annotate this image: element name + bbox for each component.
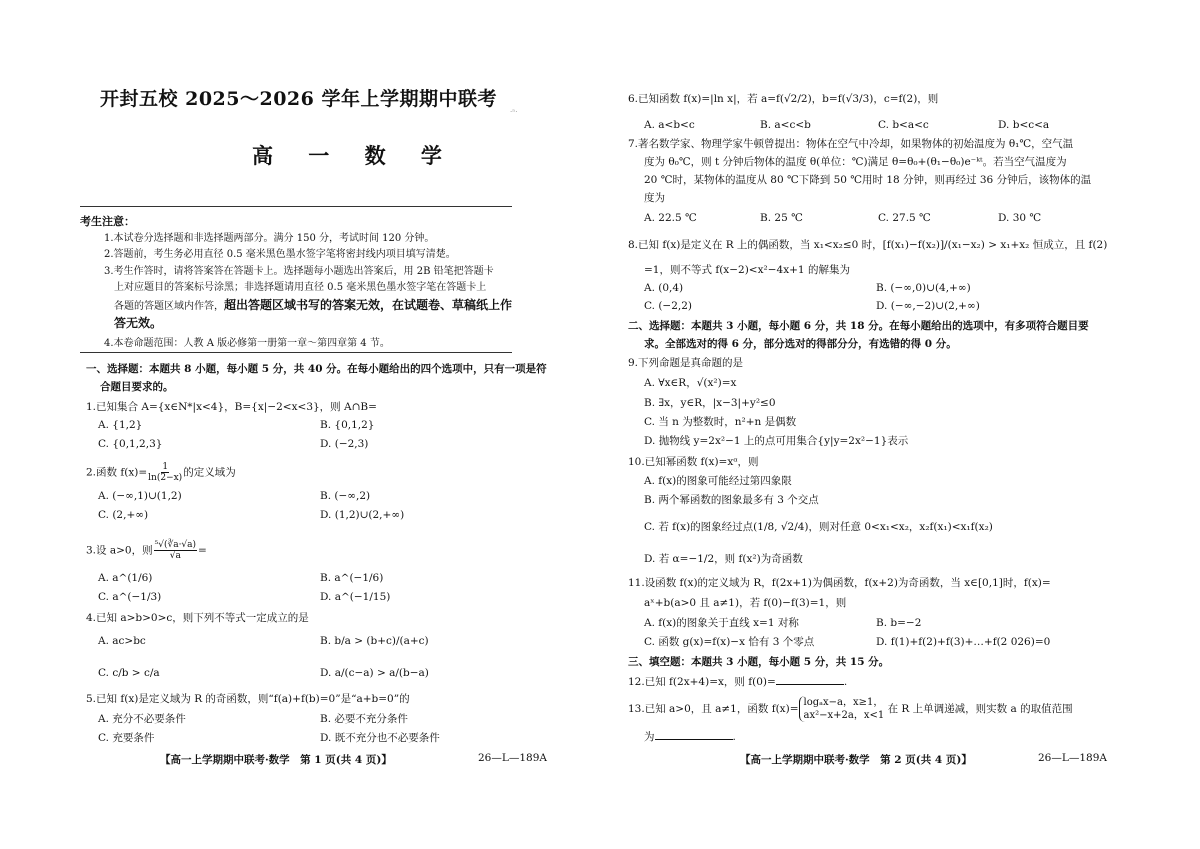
option: D. b<c<a (998, 119, 1050, 131)
question-3: 3.设 a>0，则 $\frac{\text{⁵√(∛a·√a)}}{√a}$ = (86, 540, 207, 561)
option: D. a^(−1/15) (320, 591, 391, 603)
option: A. ac>bc (98, 635, 146, 647)
option: A. 22.5 ℃ (644, 212, 697, 224)
section-heading: 三、填空题：本题共 3 小题，每小题 5 分，共 15 分。 (628, 656, 890, 668)
section-heading: 二、选择题：本题共 3 小题，每小题 6 分，共 18 分。在每小题给出的选项中，有多项符合题目要 (628, 320, 1089, 332)
question-4: 4.已知 a>b>0>c，则下列不等式一定成立的是 (86, 612, 309, 624)
option: B. (−∞,2) (320, 490, 371, 502)
question-2: 2.函数 f(x)= $\frac{1}{\ln(2-x)}$ 的定义域为 (86, 462, 236, 483)
notice-item: 3.考生作答时，请将答案答在答题卡上。选择题每小题选出答案后，用 2B 铅笔把答题卡 (104, 265, 494, 277)
notice-item: 2.答题前，考生务必用直径 0.5 毫米黑色墨水签字笔将密封线内项目填写清楚。 (104, 249, 456, 260)
notice-item: 4.本卷命题范围：人教 A 版必修第一册第一章～第四章第 4 节。 (104, 337, 390, 349)
question-5: 5.已知 f(x)是定义域为 R 的奇函数，则“f(a)+f(b)=0”是“a+b=0”的 (86, 693, 410, 705)
option: A. (0,4) (644, 282, 684, 294)
exam-title: 开封五校 2025～2026 学年上学期期中联考 (100, 88, 497, 110)
option: B. {0,1,2} (320, 419, 375, 431)
exam-code: 26—L—189A (478, 752, 547, 764)
option: A. 充分不必要条件 (98, 713, 186, 725)
option: A. a^(1/6) (98, 572, 153, 584)
question-6: 6.已知函数 f(x)=|ln x|，若 a=f(√2/2)，b=f(√3/3)，c=f(2)，则 (628, 93, 939, 105)
option: D. a/(c−a) > a/(b−a) (320, 667, 429, 679)
option: B. 必要不充分条件 (320, 713, 408, 725)
answer-blank (655, 729, 733, 740)
question-9: 9.下列命题是真命题的是 (628, 357, 744, 369)
exam-code: 26—L—189A (1038, 752, 1107, 764)
section-heading-cont: 合题目要求的。 (100, 381, 174, 393)
subject-title: 高 一 数 学 (252, 143, 456, 168)
option: B. 两个幂函数的图象最多有 3 个交点 (644, 494, 819, 506)
option: D. (1,2)∪(2,+∞) (320, 509, 405, 521)
option: D. 30 ℃ (998, 212, 1042, 224)
question-7-line: 度为 θ₀℃，则 t 分钟后物体的温度 θ(单位：℃)满足 θ=θ₀+(θ₁−θ₀)e⁻ᵏᵗ。若当空气温度为 (644, 156, 1067, 168)
question-13-cont: 为 . (644, 731, 736, 743)
option: B. b=−2 (876, 617, 922, 629)
notice-bottom-rule (80, 352, 512, 353)
option: D. f(1)+f(2)+f(3)+…+f(2 026)=0 (876, 636, 1051, 648)
question-8-line: =1，则不等式 f(x−2)<x²−4x+1 的解集为 (644, 264, 850, 276)
notice-heading: 考生注意： (80, 215, 135, 228)
notice-item: 上对应题目的答案标号涂黑；非选择题请用直径 0.5 毫米黑色墨水签字笔在答题卡上 (114, 282, 487, 293)
option: D. (−2,3) (320, 438, 369, 450)
option: C. a^(−1/3) (98, 591, 162, 603)
page-footer: 【高一上学期期中联考·数学 第 2 页(共 4 页)】 (740, 754, 972, 766)
notice-top-rule (80, 206, 512, 207)
option: C. 函数 g(x)=f(x)−x 恰有 3 个零点 (644, 636, 815, 648)
option: B. (−∞,0)∪(4,+∞) (876, 282, 971, 294)
question-13: 13.已知 a>0，且 a≠1，函数 f(x)= logₐx−a，x≥1， ax²−x+2a，x<1 在 R 上单调递减，则实数 a 的取值范围 (628, 697, 1073, 721)
option: A. (−∞,1)∪(1,2) (98, 490, 182, 502)
question-8-line: 8.已知 f(x)是定义在 R 上的偶函数，当 x₁<x₂≤0 时，[f(x₁)−f(x₂)]/(x₁−x₂) > x₁+x₂ 恒成立，且 f(2) (628, 239, 1108, 251)
notice-item: 各题的答题区域内作答，超出答题区域书写的答案无效，在试题卷、草稿纸上作 (114, 297, 513, 312)
notice-box (80, 214, 520, 352)
question-12: 12.已知 f(2x+4)=x，则 f(0)= . (628, 676, 848, 688)
option: C. 当 n 为整数时，n²+n 是偶数 (644, 416, 797, 428)
question-11-line: aˣ+b(a>0 且 a≠1)，若 f(0)−f(3)=1，则 (644, 597, 847, 609)
option: D. 既不充分也不必要条件 (320, 732, 440, 744)
option: B. 25 ℃ (760, 212, 803, 224)
question-7-line: 20 ℃时，某物体的温度从 80 ℃下降到 50 ℃用时 18 分钟，则再经过 36 分钟后，该物体的温 (644, 174, 1092, 186)
option: D. (−∞,−2)∪(2,+∞) (876, 300, 980, 312)
option: A. ∀x∈R，√(x²)=x (644, 377, 737, 389)
option: D. 若 α=−1/2，则 f(x²)为奇函数 (644, 553, 803, 565)
option: C. c/b > c/a (98, 667, 160, 679)
option: C. 充要条件 (98, 732, 155, 744)
section-heading-cont: 求。全部选对的得 6 分，部分选对的得部分分，有选错的得 0 分。 (644, 338, 957, 350)
option: A. {1,2} (98, 419, 143, 431)
right-page (600, 0, 1200, 849)
option: B. ∃x，y∈R，|x−3|+y²≤0 (644, 397, 776, 409)
question-7-line: 度为 (644, 192, 665, 204)
piecewise-brace: logₐx−a，x≥1， ax²−x+2a，x<1 (799, 696, 885, 722)
option: A. f(x)的图象关于直线 x=1 对称 (644, 617, 799, 629)
option: C. {0,1,2,3} (98, 438, 163, 450)
option: B. b/a > (b+c)/(a+c) (320, 635, 429, 647)
page-footer: 【高一上学期期中联考·数学 第 1 页(共 4 页)】 (160, 754, 392, 766)
option: B. a<c<b (760, 119, 811, 131)
option: D. 抛物线 y=2x²−1 上的点可用集合{y|y=2x²−1}表示 (644, 435, 909, 447)
section-heading: 一、选择题：本题共 8 小题，每小题 5 分，共 40 分。在每小题给出的四个选项中，只有一项是符 (86, 363, 547, 375)
option: B. a^(−1/6) (320, 572, 384, 584)
question-11-line: 11.设函数 f(x)的定义域为 R，f(2x+1)为偶函数，f(x+2)为奇函数，当 x∈[0,1]时，f(x)= (628, 577, 1051, 589)
question-7-line: 7.著名数学家、物理学家牛顿曾提出：物体在空气中冷却，如果物体的初始温度为 θ₁℃，空气温 (628, 138, 1074, 150)
notice-item: 答无效。 (114, 316, 163, 330)
option: C. 若 f(x)的图象经过点(1/8, √2/4)，则对任意 0<x₁<x₂，x₂f(x₁)<x₁f(x₂) (644, 521, 993, 533)
option: C. 27.5 ℃ (878, 212, 931, 224)
scan-mark: ·ⁿ· (510, 108, 518, 116)
option: A. f(x)的图象可能经过第四象限 (644, 475, 792, 487)
option: A. a<b<c (644, 119, 695, 131)
question-1: 1.已知集合 A={x∈N*|x<4}，B={x|−2<x<3}，则 A∩B= (86, 401, 377, 413)
option: C. b<a<c (878, 119, 929, 131)
answer-blank (776, 674, 844, 685)
notice-item: 1.本试卷分选择题和非选择题两部分。满分 150 分，考试时间 120 分钟。 (104, 232, 435, 244)
option: C. (2,+∞) (98, 509, 149, 521)
option: C. (−2,2) (644, 300, 693, 312)
question-10: 10.已知幂函数 f(x)=xᵅ，则 (628, 456, 759, 468)
